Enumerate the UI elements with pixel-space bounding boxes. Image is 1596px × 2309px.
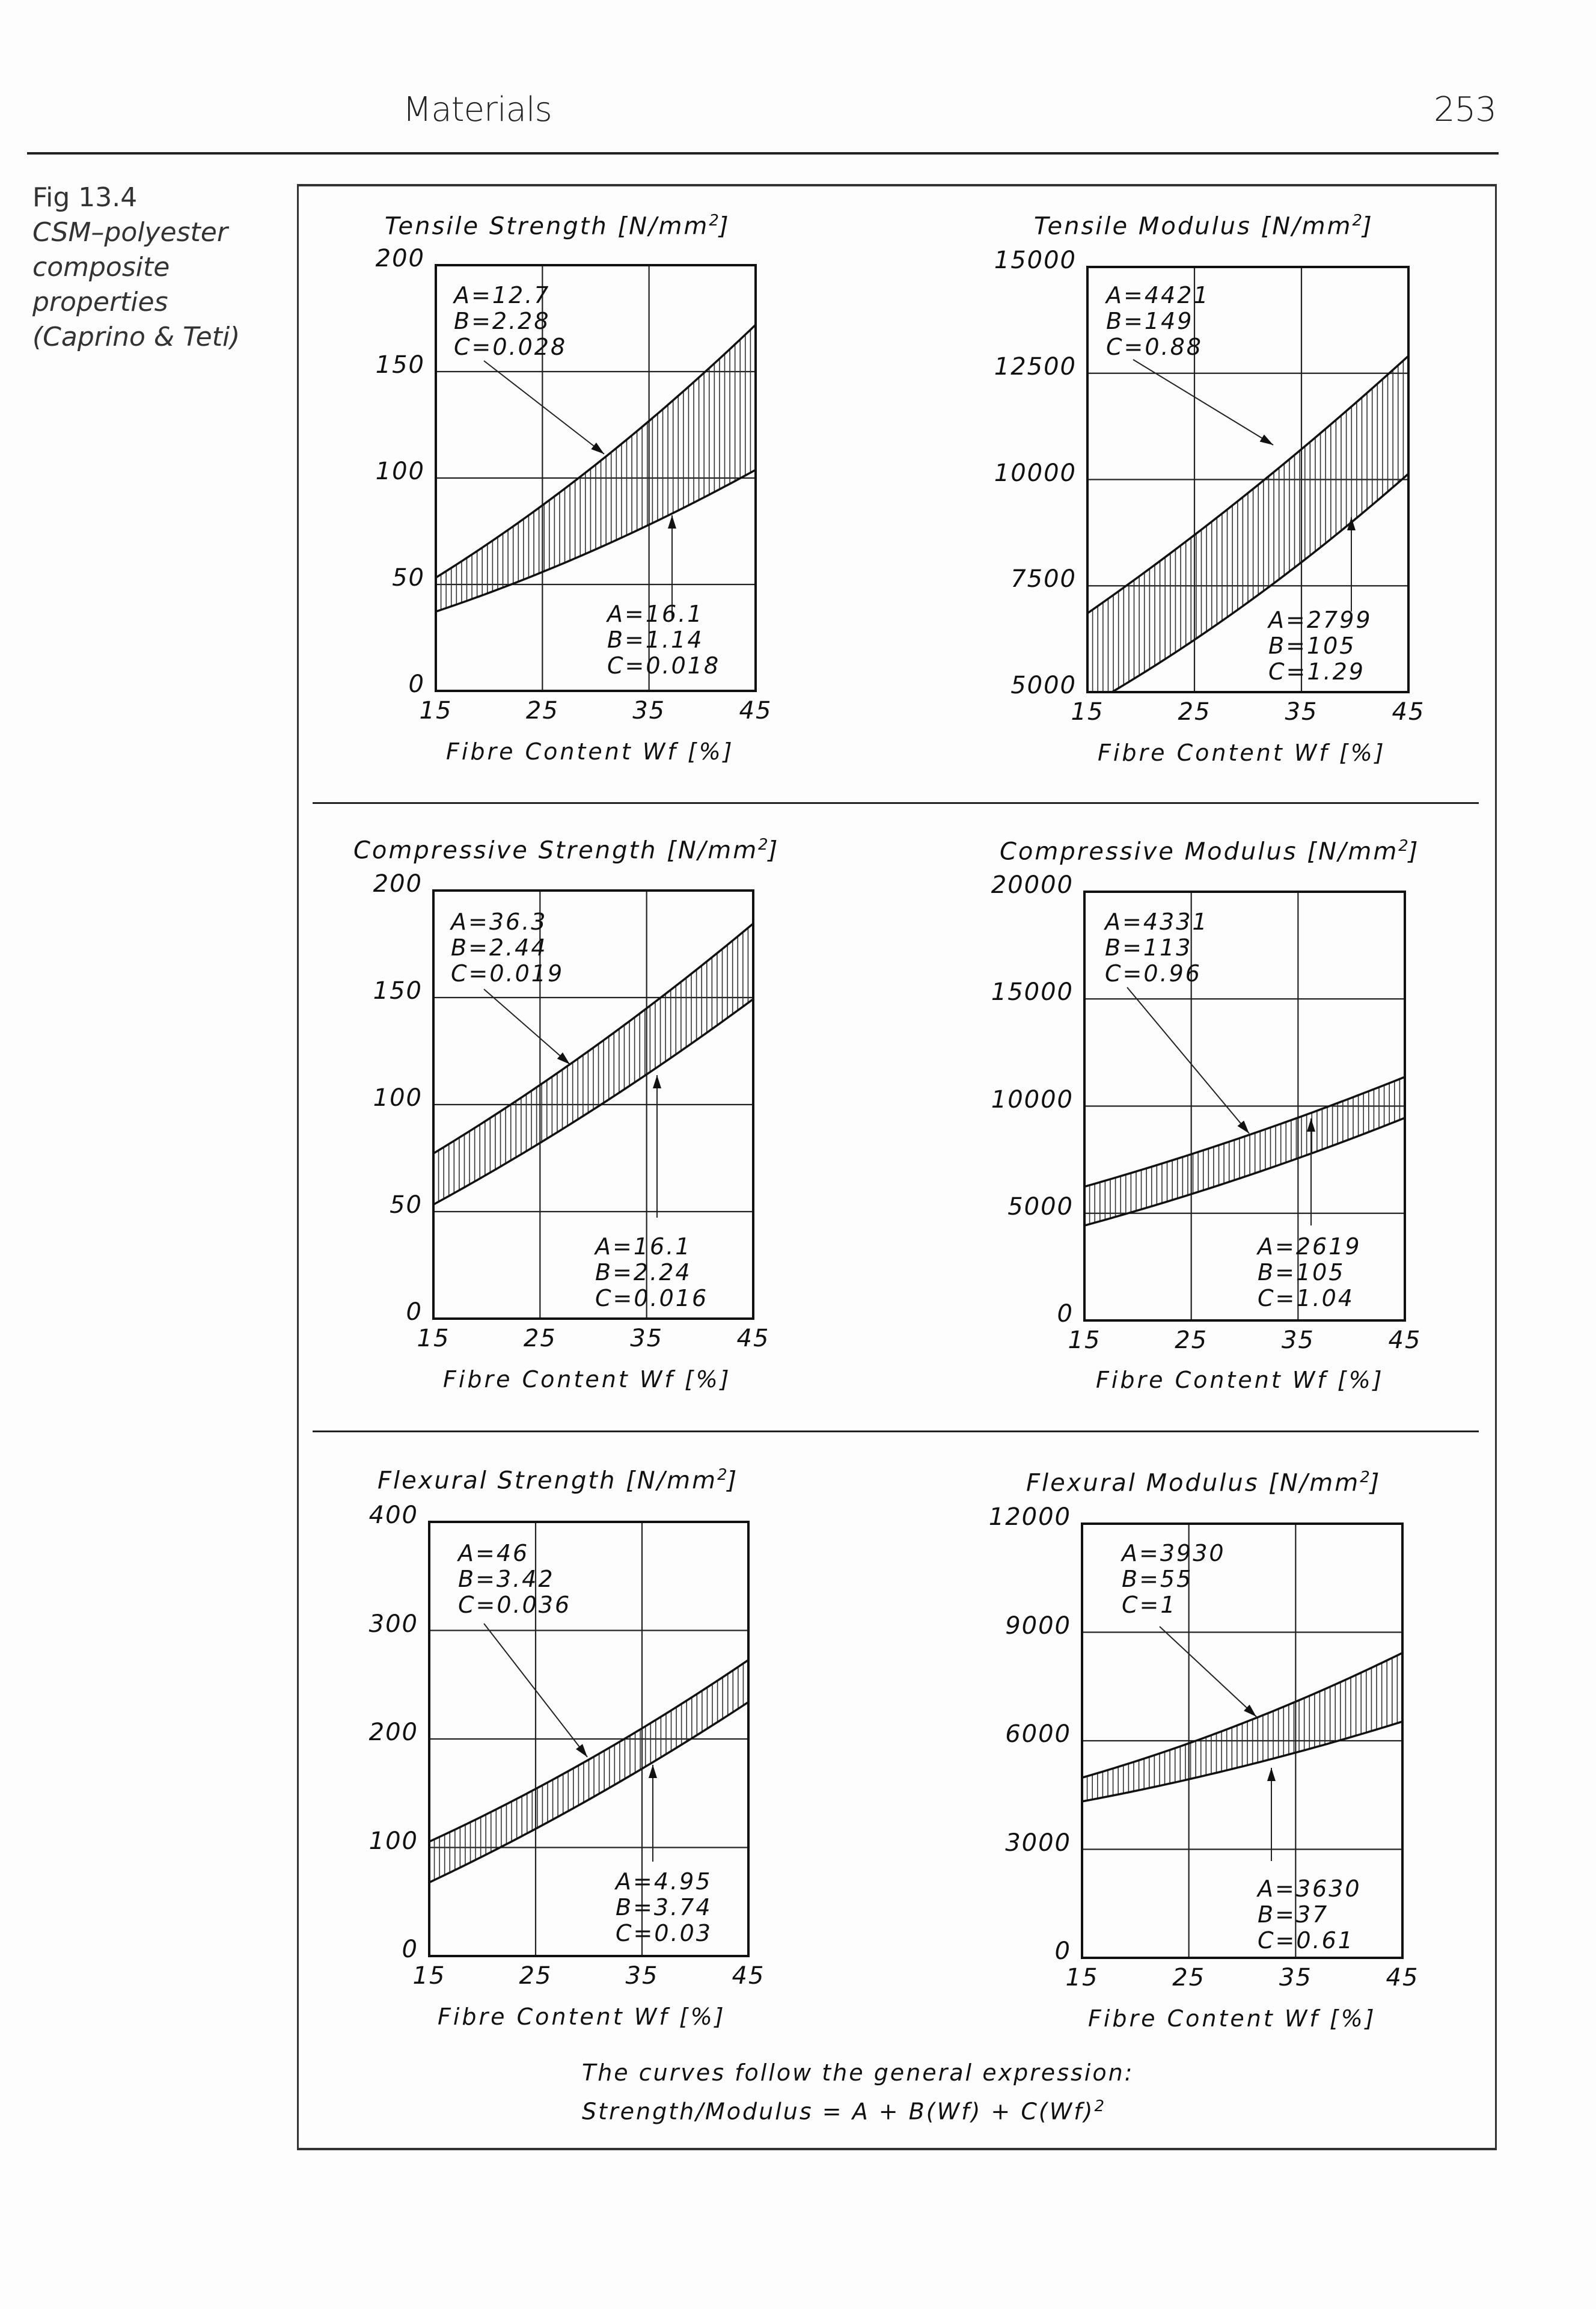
header-rule [27, 152, 1499, 155]
coefficient: C=1.04 [1258, 1285, 1354, 1311]
x-axis-label: Fibre Content Wf [%] [1098, 740, 1386, 766]
chart-title [1034, 212, 1374, 240]
x-tick-label: 25 [519, 1962, 552, 1990]
x-tick-label: 45 [1392, 698, 1425, 726]
coefficient: A=3630 [1258, 1875, 1362, 1902]
x-tick-label: 35 [630, 1325, 664, 1352]
formula-exponent: 2 [1094, 2097, 1107, 2115]
arrowhead-icon [1238, 1121, 1249, 1133]
y-tick-label: 100 [373, 1084, 423, 1112]
coefficient: B=149 [1106, 308, 1194, 334]
arrowhead-icon [1260, 435, 1273, 445]
x-tick-label: 45 [739, 697, 772, 725]
coefficient: A=4.95 [616, 1868, 712, 1895]
y-tick-label: 12000 [988, 1503, 1071, 1531]
y-tick-label: 10000 [991, 1085, 1074, 1114]
x-axis-label: Fibre Content Wf [%] [446, 738, 735, 765]
upper-leader-arrow [1127, 987, 1249, 1133]
figure-caption [32, 180, 240, 355]
chart-title-exponent: 2 [1360, 1468, 1370, 1486]
row-divider [313, 1430, 1479, 1432]
coefficient: C=1 [1122, 1592, 1177, 1618]
y-tick-label: 6000 [1005, 1720, 1071, 1748]
y-tick-label: 0 [402, 1936, 418, 1963]
upper-curve-coefficients [1122, 1541, 1226, 1618]
coefficient: C=1.29 [1268, 658, 1365, 685]
arrowhead-icon [576, 1744, 587, 1757]
x-tick-label: 35 [1281, 1326, 1315, 1354]
coefficient: B=2.28 [454, 308, 551, 334]
coefficient: B=105 [1268, 633, 1356, 659]
coefficient: A=16.1 [595, 1233, 692, 1260]
chart-title-exponent: 2 [1398, 837, 1408, 855]
chart-title-text: Flexural Strength [N/mm [378, 1467, 718, 1495]
arrowhead-icon [1307, 1118, 1315, 1132]
coefficient: A=3930 [1122, 1540, 1226, 1566]
coefficient: B=2.24 [595, 1259, 692, 1286]
chart-title-exponent: 2 [758, 836, 768, 854]
lower-curve-coefficients [607, 601, 720, 679]
y-tick-label: 0 [1057, 1300, 1074, 1328]
coefficient: C=0.036 [458, 1592, 572, 1618]
coefficient: C=0.88 [1106, 334, 1203, 360]
y-tick-label: 9000 [1005, 1611, 1071, 1640]
y-tick-label: 200 [368, 1719, 418, 1746]
x-tick-label: 15 [1068, 1326, 1101, 1354]
y-tick-label: 5000 [1007, 1192, 1074, 1221]
arrowhead-icon [649, 1765, 657, 1778]
chart-title-bracket: ] [718, 212, 730, 241]
x-tick-label: 25 [1175, 1326, 1208, 1354]
hatched-band [1084, 1077, 1405, 1225]
upper-leader-arrow [1133, 360, 1273, 445]
hatched-band [429, 1660, 748, 1883]
x-tick-label: 35 [1285, 698, 1318, 726]
arrowhead-icon [668, 515, 676, 529]
caption-line: CSM–polyester [32, 217, 228, 248]
chart-title-exponent: 2 [717, 1466, 727, 1484]
figure-number: Fig 13.4 [32, 182, 138, 213]
y-tick-label: 50 [392, 564, 425, 592]
upper-curve-coefficients [1106, 283, 1210, 360]
y-tick-label: 10000 [994, 459, 1077, 487]
chart-title-text: Compressive Modulus [N/mm [1000, 838, 1399, 866]
caption-line: composite [32, 252, 170, 283]
x-tick-label: 35 [625, 1962, 659, 1990]
y-tick-label: 300 [368, 1610, 418, 1638]
arrowhead-icon [591, 443, 604, 454]
y-tick-label: 100 [375, 458, 425, 485]
coefficient: B=3.42 [458, 1566, 555, 1592]
formula-text: Strength/Modulus = A + B(Wf) + C(Wf) [582, 2098, 1095, 2125]
y-tick-label: 0 [406, 1298, 423, 1326]
x-tick-label: 25 [525, 697, 559, 725]
caption-line: properties [32, 287, 168, 317]
x-tick-label: 15 [1065, 1964, 1099, 1992]
y-tick-label: 3000 [1005, 1829, 1071, 1857]
arrowhead-icon [653, 1075, 661, 1088]
coefficient: C=0.016 [595, 1285, 709, 1311]
chart-title-text: Tensile Strength [N/mm [385, 212, 709, 241]
chart-title-text: Compressive Strength [N/mm [353, 836, 759, 865]
upper-curve-coefficients [458, 1541, 571, 1618]
chart-title [378, 1466, 738, 1494]
y-tick-label: 5000 [1010, 672, 1077, 699]
x-axis-label: Fibre Content Wf [%] [443, 1366, 732, 1393]
chart-title-bracket: ] [727, 1467, 739, 1495]
coefficient: C=0.03 [616, 1920, 712, 1946]
lower-curve-coefficients [1258, 1234, 1362, 1311]
upper-leader-arrow [484, 989, 570, 1064]
caption-line: (Caprino & Teti) [32, 322, 240, 352]
chart-title [1026, 1468, 1381, 1497]
x-tick-label: 25 [1178, 698, 1211, 726]
coefficient: A=12.7 [454, 282, 551, 308]
coefficient: B=2.44 [451, 934, 548, 961]
chart-title [1000, 837, 1419, 865]
coefficient: C=0.028 [454, 334, 567, 360]
coefficient: C=0.96 [1105, 960, 1202, 987]
x-axis-label: Fibre Content Wf [%] [1088, 2005, 1377, 2032]
chart-title-bracket: ] [1369, 1469, 1381, 1497]
x-tick-label: 35 [632, 697, 666, 725]
chart-title-exponent: 2 [1352, 212, 1363, 230]
y-tick-label: 400 [368, 1501, 418, 1529]
upper-curve-coefficients [451, 909, 564, 987]
x-tick-label: 25 [523, 1325, 557, 1352]
coefficient: A=2799 [1268, 607, 1372, 633]
y-tick-label: 12500 [994, 352, 1077, 381]
y-tick-label: 7500 [1010, 565, 1077, 593]
y-tick-label: 0 [1054, 1937, 1071, 1965]
x-tick-label: 15 [419, 697, 453, 725]
lower-curve-coefficients [1268, 607, 1372, 685]
arrowhead-icon [1267, 1768, 1276, 1781]
coefficient: B=55 [1122, 1566, 1193, 1592]
upper-leader-arrow [484, 361, 604, 454]
coefficient: A=36.3 [451, 909, 548, 935]
coefficient: A=2619 [1258, 1233, 1362, 1260]
coefficient: B=113 [1105, 934, 1193, 961]
x-tick-label: 45 [1386, 1964, 1419, 1992]
hatched-band [436, 325, 756, 612]
x-tick-label: 25 [1172, 1964, 1206, 1992]
chart-title [385, 212, 730, 240]
y-tick-label: 200 [373, 870, 423, 898]
y-tick-label: 150 [375, 351, 425, 379]
coefficient: B=3.74 [616, 1894, 712, 1921]
lower-curve-coefficients [616, 1869, 712, 1946]
chart-title [353, 836, 779, 864]
upper-curve [429, 1660, 748, 1842]
y-tick-label: 15000 [991, 978, 1074, 1007]
coefficient: B=105 [1258, 1259, 1345, 1286]
y-tick-label: 150 [373, 977, 423, 1005]
y-tick-label: 100 [368, 1827, 418, 1855]
x-axis-label: Fibre Content Wf [%] [1096, 1367, 1384, 1393]
y-tick-label: 50 [390, 1191, 423, 1219]
x-tick-label: 15 [1071, 698, 1104, 726]
y-tick-label: 20000 [991, 871, 1074, 899]
x-tick-label: 45 [736, 1325, 770, 1352]
y-tick-label: 15000 [994, 247, 1077, 274]
x-tick-label: 35 [1279, 1964, 1312, 1992]
row-divider [313, 802, 1479, 804]
chart-title-exponent: 2 [709, 212, 719, 230]
coefficient: C=0.019 [451, 960, 564, 987]
chart-title-bracket: ] [768, 836, 780, 865]
coefficient: C=0.018 [607, 652, 721, 679]
y-tick-label: 200 [375, 245, 425, 272]
y-tick-label: 0 [408, 670, 425, 698]
coefficient: B=1.14 [607, 627, 704, 653]
x-tick-label: 15 [417, 1325, 450, 1352]
upper-leader-arrow [1160, 1627, 1256, 1717]
chart-title-bracket: ] [1408, 838, 1420, 866]
coefficient: A=46 [458, 1540, 530, 1566]
upper-curve-coefficients [1105, 909, 1209, 987]
chart-title-bracket: ] [1362, 212, 1374, 241]
x-tick-label: 45 [1388, 1326, 1422, 1354]
chart-title-text: Flexural Modulus [N/mm [1026, 1469, 1360, 1497]
coefficient: A=4421 [1106, 282, 1210, 308]
footnote-line-1: The curves follow the general expression: [582, 2059, 1134, 2086]
lower-curve-coefficients [1258, 1876, 1362, 1954]
coefficient: A=4331 [1105, 909, 1209, 935]
footnote-line-2 [582, 2097, 1106, 2125]
page-number: 253 [1434, 90, 1496, 129]
x-tick-label: 15 [412, 1962, 446, 1990]
x-tick-label: 45 [732, 1962, 765, 1990]
coefficient: B=37 [1258, 1901, 1329, 1928]
upper-curve-coefficients [454, 283, 567, 360]
x-axis-label: Fibre Content Wf [%] [438, 2004, 726, 2030]
coefficient: C=0.61 [1258, 1927, 1354, 1954]
coefficient: A=16.1 [607, 601, 704, 627]
running-title: Materials [403, 90, 552, 129]
chart-title-text: Tensile Modulus [N/mm [1034, 212, 1353, 241]
lower-curve-coefficients [595, 1234, 708, 1311]
